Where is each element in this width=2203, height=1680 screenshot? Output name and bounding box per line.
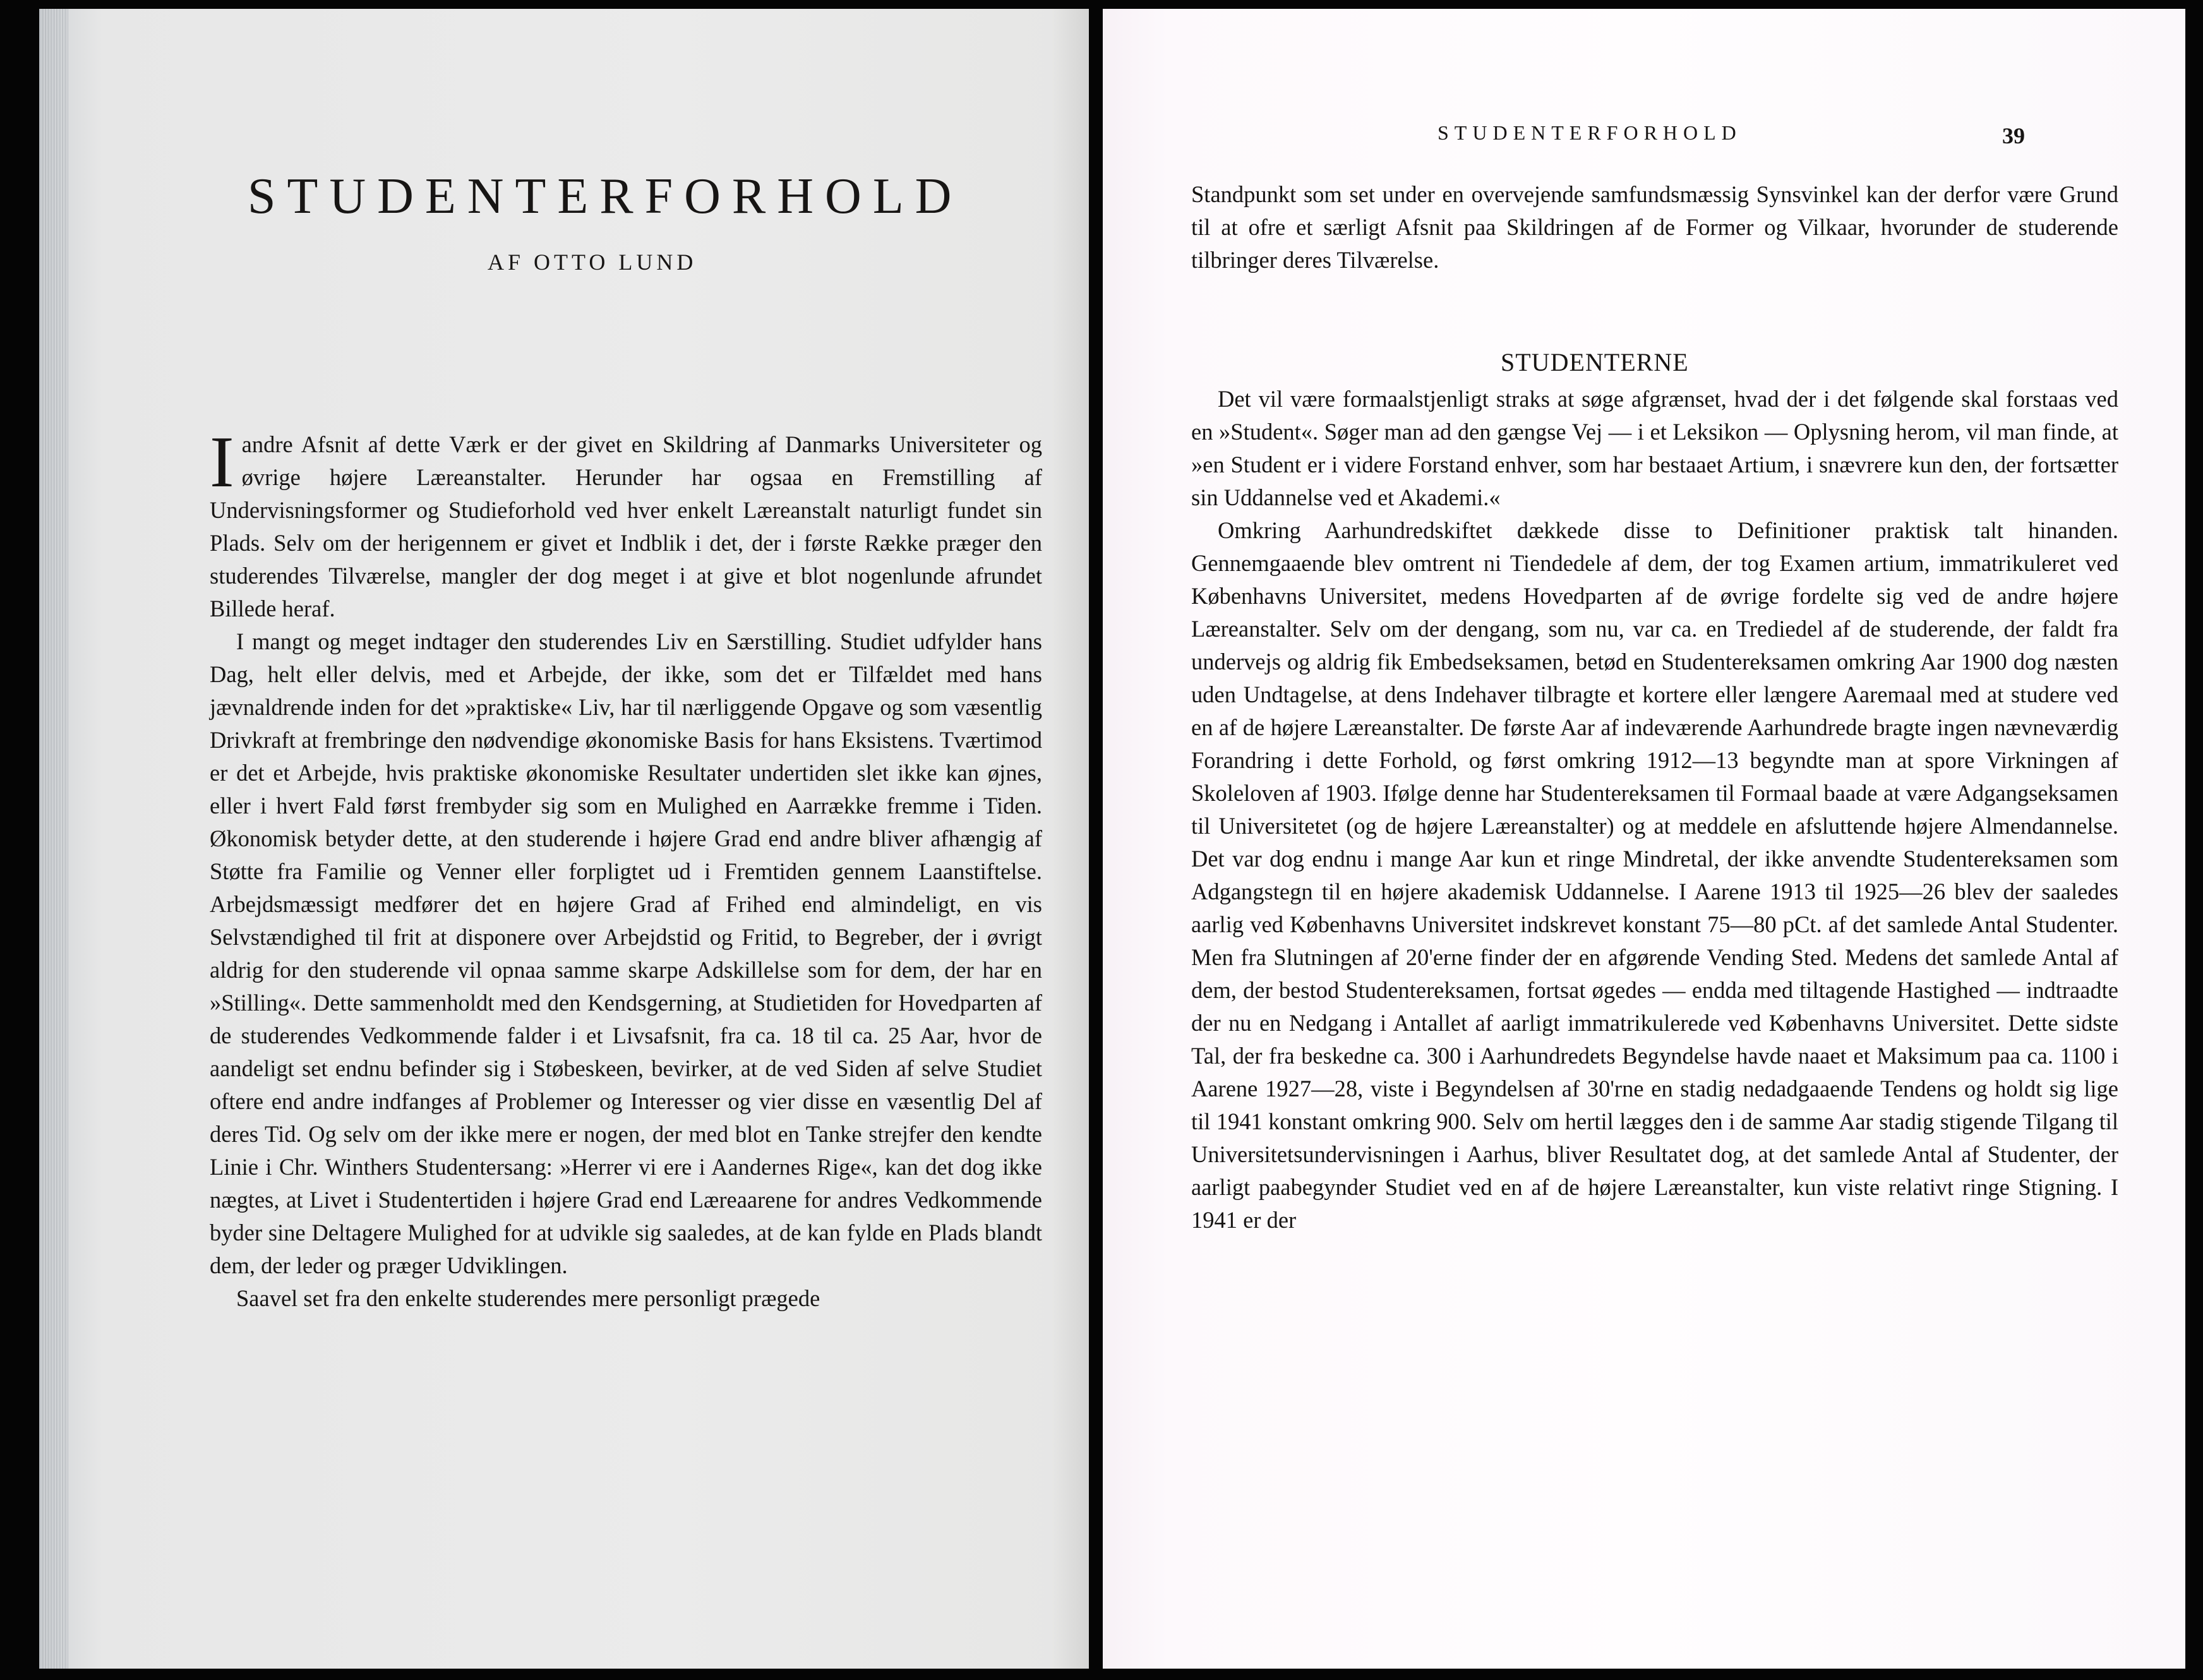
left-page [39, 9, 1089, 1669]
right-body-text [1191, 383, 2118, 1237]
left-paragraph-3: Saavel set fra den enkelte studerendes mere personligt prægede [236, 1285, 820, 1311]
page-number: 39 [2002, 123, 2025, 148]
left-body-text [210, 422, 1042, 1315]
right-paragraph-2: Det vil være formaalstjenligt straks at søge afgrænset, hvad der i det følgende skal forstaas ved en »Student«. Søger man ad den gængse Vej — i et Leksikon — Oplysning herom, vil man finde, at »en Student er i videre Forstand enhver, som har bestaaet Artium, i snævrere kun den, der fortsætter sin Uddannelse ved et Akademi.« [1191, 386, 2118, 510]
chapter-title: STUDENTERFORHOLD [248, 169, 963, 224]
section-heading: STUDENTERNE [1501, 348, 1689, 376]
running-head: STUDENTERFORHOLD [1438, 121, 1742, 144]
right-page [1103, 9, 2185, 1669]
left-paragraph-1-text: andre Afsnit af dette Værk er der givet en Skildring af Danmarks Universiteter og øvrige højere Læreanstalter. Herunder har ogsaa en Fremstilling af Undervisningsformer og Studieforhold ved hver enkelt Læreanstalt naturligt fundet sin Plads. Selv om der herigennem er givet et Indblik i det, der i første Række præger den studerendes Tilværelse, mangler der dog meget i at give et blot nogenlunde afrundet Billede heraf. [210, 431, 1042, 621]
chapter-author: AF OTTO LUND [488, 249, 697, 275]
right-paragraph-1: Standpunkt som set under en overvejende samfundsmæssig Synsvinkel kan der derfor være Grund til at ofre et særligt Afsnit paa Skildringen af de Former og Vilkaar, hvorunder de studerende tilbringer deres Tilværelse. [1191, 181, 2118, 273]
left-paragraph-1 [210, 422, 1042, 625]
right-top-text [1191, 178, 2118, 277]
left-paragraph-2: I mangt og meget indtager den studerendes Liv en Særstilling. Studiet udfylder hans Dag, helt eller delvis, med et Arbejde, der ikke, som det er Tilfældet med hans jævnaldrende inden for det »praktiske« Liv, har til nærliggende Opgave og som væsentlig Drivkraft at frembringe den nødvendige økonomiske Basis for hans Eksistens. Tværtimod er det et Arbejde, hvis praktiske økonomiske Resultater undertiden slet ikke kan øjnes, eller i hvert Fald først frembyder sig som en Mulighed en Aarrække fremme i Tiden. Økonomisk betyder dette, at den studerende i højere Grad end andre bliver afhængig af Støtte fra Familie og Venner eller forpligtet ud i Fremtiden gennem Laanstiftelse. Arbejdsmæssigt medfører det en højere Grad af Frihed end almindeligt, en vis Selvstændighed til frit at disponere over Arbejdstid og Fritid, to Begreber, der i øvrigt aldrig for den studerende vil opnaa samme skarpe Adskillelse som for dem, der har en »Stilling«. Dette sammenholdt med den Kendsgerning, at Studietiden for Hovedparten af de studerendes Vedkommende falder i et Livsafsnit, fra ca. 18 til ca. 25 Aar, hvor de aandeligt set endnu befinder sig i Støbeskeen, bevirker, at de ved Siden af selve Studiet oftere end andre indfanges af Problemer og Interesser og vier disse en væsentlig Del af deres Tid. Og selv om der ikke mere er nogen, der med blot en Tanke strejfer den kendte Linie i Chr. Winthers Studentersang: »Herrer vi ere i Aandernes Rige«, kan det dog ikke nægtes, at Livet i Studentertiden i højere Grad end Læreaarene for andres Vedkommende byder sine Deltagere Mulighed for at udvikle sig saaledes, at de kan fylde en Plads blandt dem, der leder og præger Udviklingen. [210, 628, 1042, 1278]
spine-shadow [1051, 9, 1089, 1669]
right-paragraph-3: Omkring Aarhundredskiftet dækkede disse to Definitioner praktisk talt hinanden. Gennemgaaende blev omtrent ni Tiendedele af dem, der tog Examen artium, immatrikuleret ved Københavns Universitet, medens Hovedparten af de øvrige fordelte sig ved de andre højere Læreanstalter. Selv om der dengang, som nu, var ca. en Trediedel af de studerende, der faldt fra undervejs og aldrig fik Embedseksamen, betød en Studentereksamen omkring Aar 1900 dog næsten uden Undtagelse, at dens Indehaver tilbragte et kortere eller længere Aaremaal med at studere ved en af de højere Læreanstalter. De første Aar af indeværende Aarhundrede bragte ingen nævneværdig Forandring i dette Forhold, og først omkring 1912—13 begyndte man at spore Virkningen af Skoleloven af 1903. Ifølge denne har Studentereksamen til Formaal baade at være Adgangseksamen til Universitetet (og de højere Læreanstalter) og at meddele en afsluttende højere Almendannelse. Det var dog endnu i mange Aar kun et ringe Mindretal, der ikke anvendte Studentereksamen som Adgangstegn til en højere akademisk Uddannelse. I Aarene 1913 til 1925—26 blev der saaledes aarlig ved Københavns Universitet indskrevet konstant 75—80 pCt. af det samlede Antal Studenter. Men fra Slutningen af 20'erne finder der en afgørende Vending Sted. Medens det samlede Antal af dem, der bestod Studentereksamen, fortsat øgedes — endda med tiltagende Hastighed — indtraadte der nu en Nedgang i Antallet af aarligt immatrikulerede ved Københavns Universitet. Dette sidste Tal, der fra beskedne ca. 300 i Aarhundredets Begyndelse havde naaet et Maksimum paa ca. 1100 i Aarene 1927—28, viste i Begyndelsen af 30'rne en stadig nedadgaaende Tendens og holdt sig lige til 1941 konstant omkring 900. Selv om hertil lægges den i de samme Aar stadig stigende Tilgang til Universitetsundervisningen i Aarhus, bliver Resultatet dog, at det samlede Antal af Studenter, der aarligt paabegynder Studiet ved en af de højere Læreanstalter, kun viste relativt ringe Stigning. I 1941 er der [1191, 517, 2118, 1233]
page-edges [39, 9, 68, 1669]
drop-cap: I [210, 422, 234, 503]
